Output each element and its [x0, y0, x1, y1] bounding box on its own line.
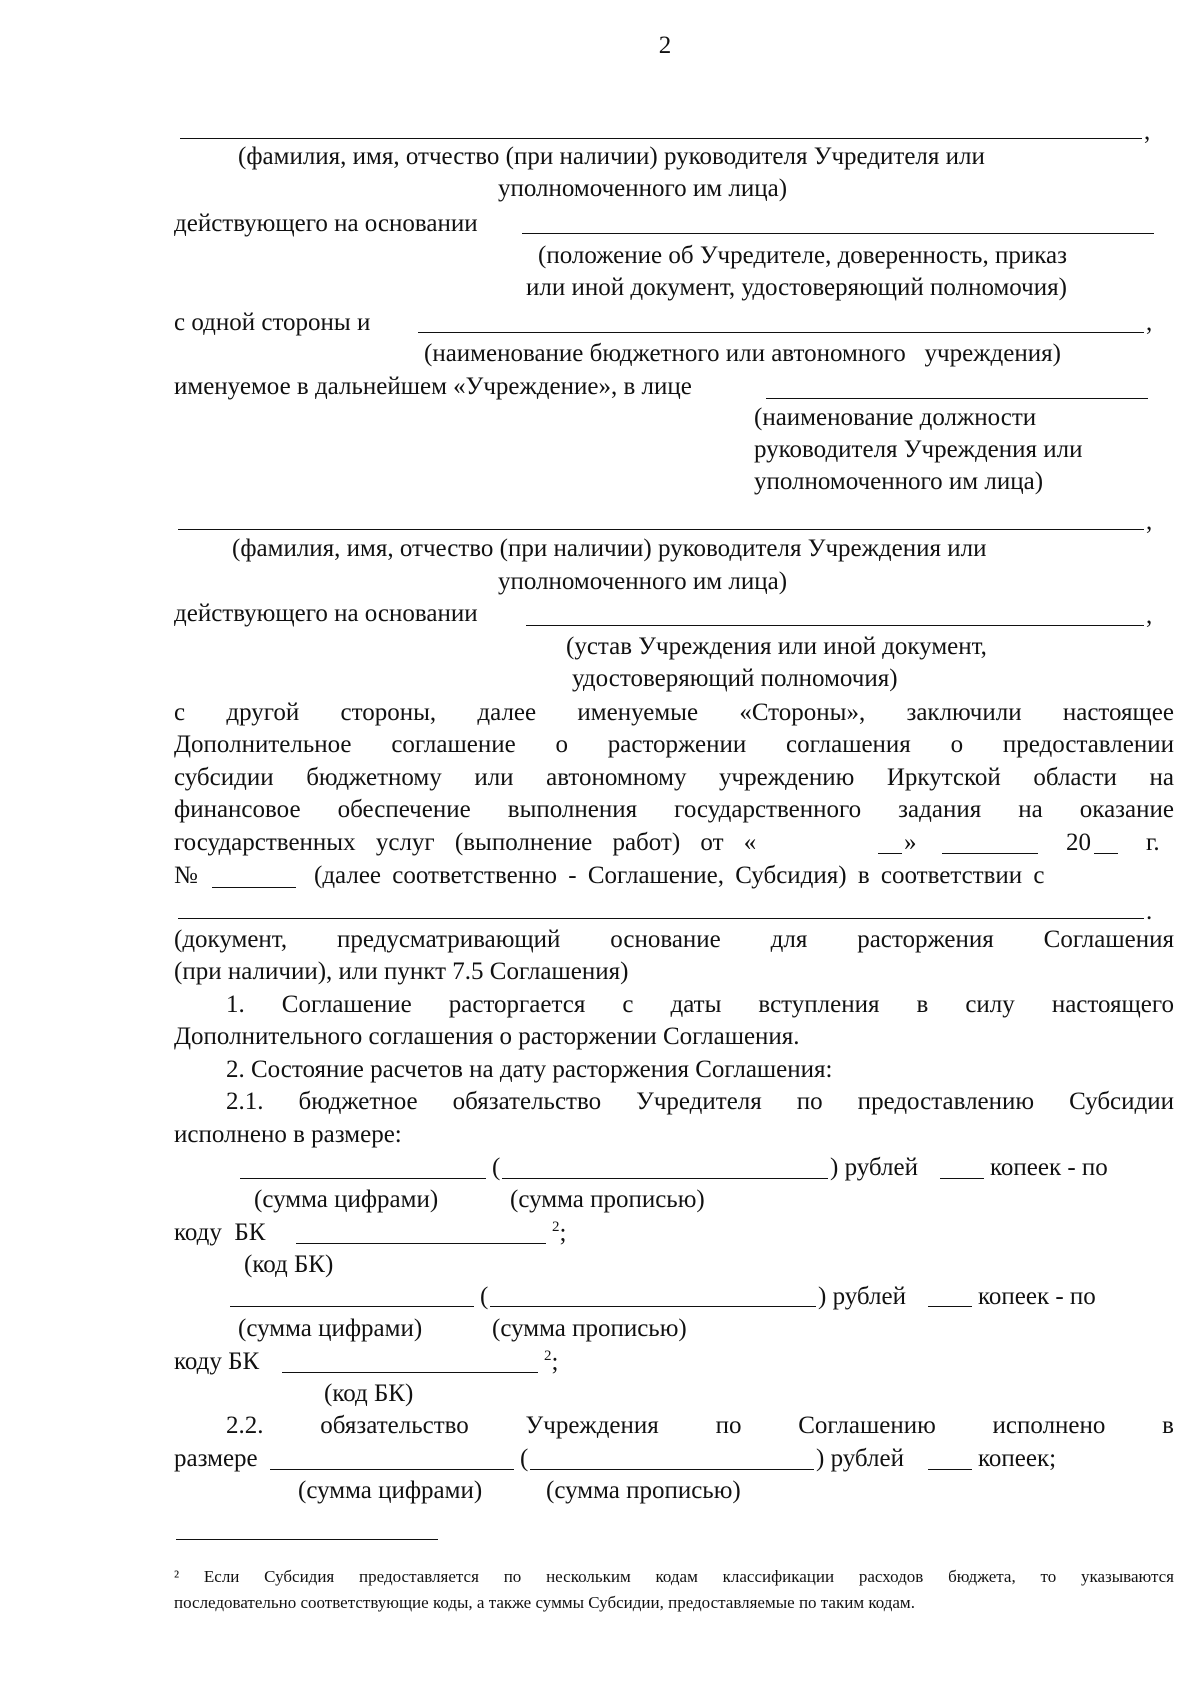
footnote-separator	[176, 1539, 438, 1540]
bk-code-semicolon	[552, 1211, 566, 1249]
date-year: 20	[1066, 829, 1091, 856]
open-paren: (	[480, 1283, 489, 1310]
kopecks-line-2	[928, 1306, 972, 1307]
acting-label-2: действующего на основании	[174, 600, 478, 627]
page-number: 2	[658, 32, 672, 59]
body-line-2: Дополнительное соглашение о расторжении соглашения о предоставлении	[174, 731, 1174, 758]
sum-words-line-3	[530, 1469, 814, 1470]
sum-words-caption: (сумма прописью)	[510, 1186, 705, 1213]
sum-digits-line-1	[240, 1178, 486, 1179]
item-2-1-line-1: 2.1. бюджетное обязательство Учредителя по предоставлению Субсидии	[226, 1088, 1174, 1115]
kopecks-label: копеек - по	[990, 1154, 1108, 1181]
kopecks-line-3	[928, 1469, 972, 1470]
head-basis-caption-2: удостоверяющий полномочия)	[572, 665, 898, 692]
body-line-6: (далее соответственно - Соглашение, Субсидия) в соответствии с	[314, 862, 1045, 889]
bk-code-caption: (код БК)	[324, 1380, 414, 1407]
kopecks-line-1	[940, 1178, 984, 1179]
institution-caption: (наименование бюджетного или автономного учреждения)	[424, 340, 1061, 367]
named-label: именуемое в дальнейшем «Учреждение», в лице	[174, 373, 692, 400]
founder-name-line	[180, 138, 1142, 139]
item-2-2-line-1: 2.2. обязательство Учреждения по Соглашению исполнено в	[226, 1412, 1174, 1439]
item-2: 2. Состояние расчетов на дату расторжения Соглашения:	[226, 1056, 833, 1083]
trailing-comma: ,	[1146, 508, 1153, 535]
date-day-line	[878, 853, 902, 854]
sum-digits-line-3	[270, 1469, 514, 1470]
size-label: размере	[174, 1445, 258, 1472]
bk-code-caption: (код БК)	[244, 1251, 334, 1278]
date-year-line	[1094, 853, 1118, 854]
acting-label: действующего на основании	[174, 210, 478, 237]
footnote-line-1: ² Если Субсидия предоставляется по нескольким кодам классификации расходов бюджета, то указываются	[174, 1567, 1174, 1586]
semicolon: ;	[559, 1219, 567, 1247]
rubles-label: ) рублей	[830, 1154, 918, 1181]
head-basis-line	[526, 625, 1144, 626]
rubles-label: ) рублей	[816, 1445, 904, 1472]
sum-digits-line-2	[230, 1306, 474, 1307]
position-caption-3: уполномоченного им лица)	[754, 468, 1044, 495]
institution-line	[418, 332, 1144, 333]
rubles-label: ) рублей	[818, 1283, 906, 1310]
kopecks-end-label: копеек;	[978, 1445, 1057, 1472]
trailing-comma: ,	[1144, 118, 1151, 145]
founder-name-caption-2: уполномоченного им лица)	[498, 175, 788, 202]
sum-words-caption: (сумма прописью)	[492, 1315, 687, 1342]
sum-words-line-1	[502, 1178, 828, 1179]
position-caption: (наименование должности	[754, 404, 1037, 431]
trailing-comma: ,	[1146, 602, 1153, 629]
sum-digits-caption: (сумма цифрами)	[298, 1477, 483, 1504]
date-year-suffix: г.	[1146, 829, 1160, 856]
bk-code-label: коду БК	[174, 1348, 260, 1375]
item-1-line-1: 1. Соглашение расторгается с даты вступления в силу настоящего	[226, 991, 1174, 1018]
semicolon: ;	[551, 1348, 559, 1376]
legal-basis-caption: (документ, предусматривающий основание для расторжения Соглашения	[174, 926, 1174, 953]
body-line-4: финансовое обеспечение выполнения государственного задания на оказание	[174, 796, 1174, 823]
agreement-number-line	[212, 887, 296, 888]
legal-basis-caption-2: (при наличии), или пункт 7.5 Соглашения)	[174, 958, 629, 985]
date-close-quote: »	[904, 829, 917, 856]
sum-digits-caption: (сумма цифрами)	[238, 1315, 423, 1342]
open-paren: (	[492, 1154, 501, 1181]
number-sign: №	[174, 862, 198, 889]
bk-code-semicolon	[544, 1340, 558, 1378]
bk-code-label: коду БК	[174, 1219, 266, 1246]
footnote-ref: 2	[552, 1219, 560, 1235]
trailing-period: .	[1146, 898, 1153, 925]
body-line-5: государственных услуг (выполнение работ) от «	[174, 829, 757, 856]
item-1-line-2: Дополнительного соглашения о расторжении Соглашения.	[174, 1023, 800, 1050]
head-name-caption: (фамилия, имя, отчество (при наличии) руководителя Учреждения или	[232, 535, 987, 562]
head-name-caption-2: уполномоченного им лица)	[498, 568, 788, 595]
sum-words-caption: (сумма прописью)	[546, 1477, 741, 1504]
founder-basis-caption-2: или иной документ, удостоверяющий полномочия)	[526, 274, 1067, 301]
founder-name-caption: (фамилия, имя, отчество (при наличии) руководителя Учредителя или	[238, 143, 985, 170]
body-line-1: с другой стороны, далее именуемые «Стороны», заключили настоящее	[174, 699, 1174, 726]
item-2-1-line-2: исполнено в размере:	[174, 1121, 402, 1148]
trailing-comma: ,	[1146, 309, 1153, 336]
founder-basis-line	[522, 233, 1154, 234]
kopecks-label: копеек - по	[978, 1283, 1096, 1310]
founder-basis-caption: (положение об Учредителе, доверенность, приказ	[538, 242, 1067, 269]
date-month-line	[942, 853, 1038, 854]
bk-code-line-1	[296, 1243, 546, 1244]
position-caption-2: руководителя Учреждения или	[754, 436, 1083, 463]
footnote-ref: 2	[544, 1348, 552, 1364]
footnote-line-2: последовательно соответствующие коды, а также суммы Субсидии, предоставляемые по таким кодам.	[174, 1593, 915, 1612]
open-paren: (	[520, 1445, 529, 1472]
bk-code-line-2	[282, 1372, 538, 1373]
sum-words-line-2	[490, 1306, 816, 1307]
sum-digits-caption: (сумма цифрами)	[254, 1186, 439, 1213]
position-line	[766, 398, 1148, 399]
head-name-line	[178, 529, 1144, 530]
body-line-3: субсидии бюджетному или автономному учреждению Иркутской области на	[174, 764, 1174, 791]
head-basis-caption: (устав Учреждения или иной документ,	[566, 633, 987, 660]
legal-basis-line	[178, 918, 1144, 919]
one-side-label: с одной стороны и	[174, 309, 371, 336]
